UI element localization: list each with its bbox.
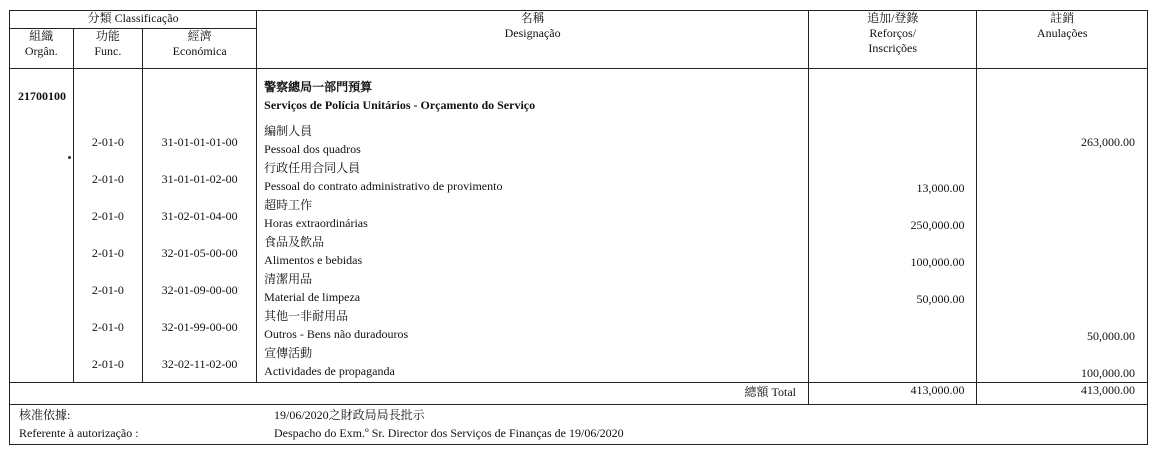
table-row: [10, 345, 1148, 383]
designation: 超時工作 Horas extraordinárias: [257, 197, 809, 234]
designation-header: 名稱 Designação: [257, 11, 809, 69]
anulacoes-amount: 100,000.00: [977, 345, 1148, 383]
organ-cell: [10, 234, 74, 271]
reforcos-header: 追加/登錄 Reforços/ Inscrições: [809, 11, 977, 69]
func-code: 2-01-0: [73, 345, 143, 383]
func-code: 2-01-0: [73, 234, 143, 271]
authorization-label-zh: 核准依據:: [19, 408, 71, 422]
organ-header: 組織 Orgân.: [10, 29, 74, 69]
organ-cell: [10, 308, 74, 345]
table-row: [10, 197, 1148, 234]
anulacoes-amount: 263,000.00: [977, 123, 1148, 160]
organ-cell: [10, 271, 74, 308]
econ-code: 31-02-01-04-00: [143, 197, 257, 234]
organ-cell: [10, 197, 74, 234]
designation: 編制人員 Pessoal dos quadros: [257, 123, 809, 160]
econ-code: 31-01-01-02-00: [143, 160, 257, 197]
classification-header: 分類 Classificação: [10, 11, 257, 29]
organ-cell: [10, 345, 74, 383]
econ-header: 經濟 Económica: [143, 29, 257, 69]
table-row: [10, 271, 1148, 308]
econ-code: 32-01-99-00-00: [143, 308, 257, 345]
designation: 其他一非耐用品 Outros - Bens não duradouros: [257, 308, 809, 345]
table-row: [10, 123, 1148, 160]
organ-cell: [10, 160, 74, 197]
func-code: 2-01-0: [73, 308, 143, 345]
total-label: 總額 Total: [10, 382, 809, 404]
stray-dot: [68, 156, 71, 159]
func-header: 功能 Func.: [73, 29, 143, 69]
designation: 宣傳活動 Actividades de propaganda: [257, 345, 809, 383]
authorization-label-pt: Referente à autorização :: [19, 426, 139, 440]
budget-table: [9, 10, 1148, 405]
anulacoes-amount: [977, 197, 1148, 234]
total-anulacoes: 413,000.00: [977, 382, 1148, 404]
table-row: [10, 308, 1148, 345]
econ-code: 32-01-05-00-00: [143, 234, 257, 271]
reforcos-amount: 50,000.00: [809, 271, 977, 308]
designation: 行政任用合同人員 Pessoal do contrato administrativo de provimento: [257, 160, 809, 197]
func-code: 2-01-0: [73, 197, 143, 234]
organ-code: 21700100: [10, 69, 74, 123]
reforcos-amount: [809, 308, 977, 345]
table-row: [10, 160, 1148, 197]
reforcos-amount: 250,000.00: [809, 197, 977, 234]
total-row: [10, 382, 1148, 404]
anulacoes-amount: [977, 160, 1148, 197]
reforcos-amount: 13,000.00: [809, 160, 977, 197]
table-row: [10, 234, 1148, 271]
func-code: 2-01-0: [73, 160, 143, 197]
econ-code: 31-01-01-01-00: [143, 123, 257, 160]
anulacoes-amount: 50,000.00: [977, 308, 1148, 345]
econ-code: 32-02-11-02-00: [143, 345, 257, 383]
authorization-footer: [9, 404, 1148, 445]
reforcos-amount: [809, 345, 977, 383]
authorization-value-pt: Despacho do Exm.º Sr. Director dos Serviços de Finanças de 19/06/2020: [274, 426, 624, 440]
anulacoes-amount: [977, 234, 1148, 271]
econ-code: 32-01-09-00-00: [143, 271, 257, 308]
anulacoes-amount: [977, 271, 1148, 308]
authorization-value-zh: 19/06/2020之財政局局長批示: [274, 408, 425, 422]
func-code: 2-01-0: [73, 271, 143, 308]
reforcos-amount: [809, 123, 977, 160]
organ-cell: [10, 123, 74, 160]
func-code: 2-01-0: [73, 123, 143, 160]
reforcos-amount: 100,000.00: [809, 234, 977, 271]
designation: 清潔用品 Material de limpeza: [257, 271, 809, 308]
anulacoes-header: 註銷 Anulações: [977, 11, 1148, 69]
designation: 食品及飲品 Alimentos e bebidas: [257, 234, 809, 271]
total-reforcos: 413,000.00: [809, 382, 977, 404]
budget-title: 警察總局一部門預算 Serviços de Polícia Unitários - Orçamento do Serviço: [257, 69, 809, 123]
